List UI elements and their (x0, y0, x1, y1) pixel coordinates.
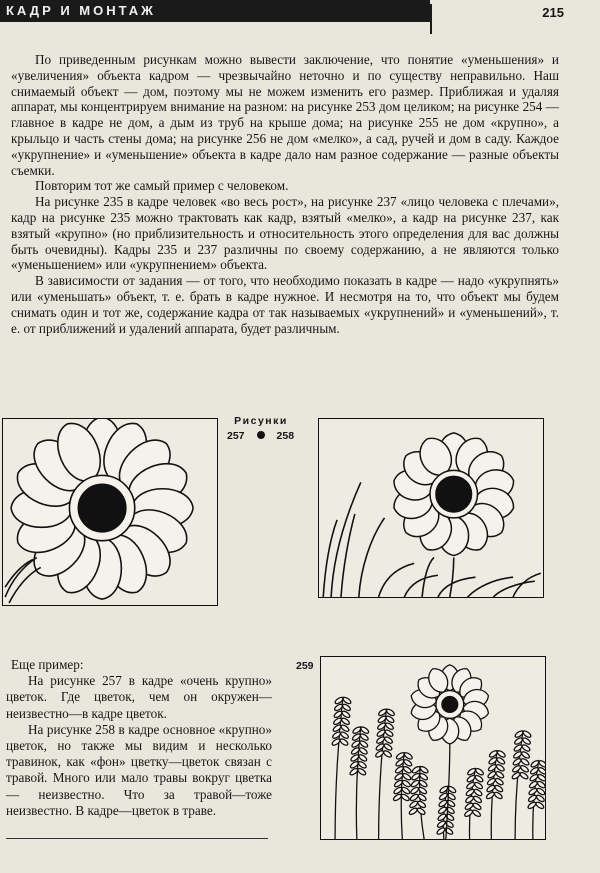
wheat-grain (438, 792, 448, 801)
caption-dot (257, 431, 265, 439)
wheat-grain (522, 737, 532, 746)
wheat-grain (436, 827, 446, 836)
left-column-text (6, 657, 272, 819)
wheat-grain (473, 795, 483, 804)
wheat-grain (375, 743, 385, 752)
wheat-grain (416, 807, 426, 816)
wheat-grain (519, 771, 529, 780)
wheat-grain (332, 731, 342, 740)
wheat-grain (538, 759, 545, 768)
wheat-grain (376, 729, 386, 738)
wheat-grain (528, 787, 538, 796)
wheat-grain (467, 767, 477, 776)
wheat-grain (486, 777, 496, 786)
wheat-grain (377, 722, 387, 731)
wheat-grain (386, 708, 396, 717)
wheat-grain (385, 722, 395, 731)
column-paragraph-1: На рисунке 257 в кадре «очень крупно» цветок. Где цветок, чем он окружен—неизвестно—в кадре цветок. (6, 673, 272, 721)
wheat-grain (485, 791, 495, 800)
wheat-grain (333, 717, 343, 726)
grass-blade (359, 518, 385, 597)
wheat-grain (437, 820, 447, 829)
figures-caption-numbers (227, 430, 305, 442)
wheat-grain (359, 733, 369, 742)
wheat-grain (417, 800, 427, 809)
wheat-grain (522, 730, 532, 739)
wheat-grain (402, 765, 412, 774)
wheat-grain (493, 791, 503, 800)
wheat-grain (527, 801, 537, 810)
flower-core (442, 697, 458, 713)
wheat-grain (410, 779, 420, 788)
wheat-grain (513, 744, 523, 753)
figure-258-number: 258 (276, 430, 295, 442)
figure-258 (318, 418, 544, 598)
wheat-grain (488, 757, 498, 766)
wheat-grain (537, 766, 545, 775)
wheat-grain (512, 764, 522, 773)
running-title: КАДР И МОНТАЖ (0, 0, 430, 22)
wheat-grain (511, 771, 521, 780)
wheat-grain (401, 786, 411, 795)
paragraph-4: В зависимости от задания — от того, что необходимо показать в кадре — надо «укрупнять» или «уменьшать» объект, т. е. брать в кадре нужное. И несмотря на то, что объект мы будем снимать один и тот же, содержание кадра от так называемых «укрупнений» и «уменьшений», т. е. от приближений и удалений аппарата, будет различным. (11, 273, 559, 336)
paragraph-2: Повторим тот же самый пример с человеком. (35, 178, 289, 194)
wheat-grain (438, 799, 448, 808)
wheat-grain (358, 747, 368, 756)
wheat-grain (359, 740, 369, 749)
grass-blade (341, 514, 355, 597)
wheat-grain (496, 750, 506, 759)
wheat-grain (487, 770, 497, 779)
wheat-grain (383, 750, 393, 759)
paragraph-3: На рисунке 235 в кадре человек «во весь рост», на рисунке 237 «лицо человека с плечами», кадр на рисунке 235 можно трактовать как кадр, взятый «мелко», а кадр на рисунке 237, как взятый «крупно» (но приблизительность и относительность этого определения для вас должны быть очевидны). Кадры 235 и 237 различны по своему содержанию, а не являются только «уменьшением» или «укрупнением» объекта. (11, 194, 559, 273)
grass-blade (379, 563, 415, 597)
wheat-grain (342, 703, 352, 712)
flower-stem (450, 557, 454, 597)
column-paragraph-2: На рисунке 258 в кадре основное «крупно» цветок, но также мы видим и несколько травинок, как «фон» цветку—цветок связан с травой. Много или мало травы вокруг цветка — неизвестно. Что за травой—тоже неизвестно. В кадре—цветок в траве. (6, 721, 272, 818)
figures-caption-title: Рисунки (234, 415, 288, 427)
figure-259 (320, 656, 546, 840)
wheat-grain (403, 759, 413, 768)
wheat-grain (512, 758, 522, 767)
flower-core (436, 476, 472, 512)
wheat-grain (466, 774, 476, 783)
wheat-grain (514, 737, 524, 746)
wheat-grain (402, 772, 412, 781)
page-number: 215 (542, 5, 564, 20)
wheat-grain (437, 813, 447, 822)
wheat-grain (464, 809, 474, 818)
wheat-grain (360, 726, 370, 735)
grass-blade (331, 482, 361, 597)
wheat-grain (340, 724, 350, 733)
flower-with-grass-illustration (319, 419, 543, 597)
wheat-grain (408, 807, 418, 816)
wheat-grain (331, 738, 341, 747)
wheat-grain (438, 806, 448, 815)
wheat-grain (444, 820, 454, 829)
wheat-grain (342, 696, 352, 705)
main-text (11, 52, 559, 336)
wheat-grain (474, 781, 484, 790)
paragraph-1: По приведенным рисункам можно вывести заключение, что понятие «уменьшения» и «увеличения» объекта кадром — чрезвычайно неточно и по существу неправильно. Наш снимаемый объект — дом, поэтому мы не можем изменить его размер. Приближая и удаляя аппарат, мы концентрируем внимание на разном: на рисунке 253 дом целиком; на рисунке 254 — главное в кадре не дом, а дым из труб на крыше дома; на рисунке 255 не дом «крупно», а крыльцо и часть стены дома; на рисунке 256 не дом «мелко», а сад, ручей и дом в саду. Каждое «укрупнение» и «уменьшение» объекта в кадре дало нам разное содержание — разные объекты съемки. (11, 52, 559, 178)
wheat-grain (465, 788, 475, 797)
wheat-grain (520, 758, 530, 767)
wheat-grain (464, 802, 474, 811)
wheat-grain (385, 715, 395, 724)
wheat-grain (513, 751, 523, 760)
wheat-grain (494, 784, 504, 793)
figure-257-number: 257 (227, 430, 245, 442)
wheat-grain (494, 777, 504, 786)
figure-257 (2, 418, 218, 606)
wheat-grain (474, 774, 484, 783)
wheat-grain (340, 731, 350, 740)
wheat-grain (529, 773, 539, 782)
wheat-grain (341, 710, 351, 719)
wheat-grain (473, 788, 483, 797)
wheat-grain (475, 767, 485, 776)
wheat-grain (465, 795, 475, 804)
wheat-grain (520, 764, 530, 773)
column-lead: Еще пример: (11, 657, 84, 672)
grass-blade (468, 577, 513, 597)
wheat-grain (417, 793, 427, 802)
wheat-grain (357, 767, 367, 776)
wheat-grain (376, 736, 386, 745)
wheat-grain (535, 801, 545, 810)
wheat-grain (466, 781, 476, 790)
flower-closeup-illustration (3, 419, 217, 605)
wheat-grain (472, 809, 482, 818)
wheat-grain (339, 738, 349, 747)
flower-in-wheat-illustration (321, 657, 545, 839)
wheat-grain (529, 766, 539, 775)
wheat-grain (529, 780, 539, 789)
wheat-grain (495, 770, 505, 779)
wheat-grain (375, 750, 385, 759)
wheat-grain (383, 743, 393, 752)
wheat-grain (439, 785, 449, 794)
wheat-grain (472, 802, 482, 811)
wheat-grain (486, 784, 496, 793)
wheat-grain (410, 786, 420, 795)
wheat-grain (537, 773, 545, 782)
header-divider (430, 4, 432, 34)
wheat-grain (332, 724, 342, 733)
wheat-grain (444, 827, 454, 836)
flower-core (78, 484, 125, 531)
grass-blade (323, 520, 337, 597)
wheat-grain (496, 757, 506, 766)
wheat-grain (384, 729, 394, 738)
wheat-grain (521, 751, 531, 760)
wheat-grain (419, 765, 429, 774)
wheat-grain (358, 754, 368, 763)
wheat-grain (403, 752, 413, 761)
wheat-grain (357, 760, 367, 769)
wheat-grain (341, 717, 351, 726)
wheat-grain (487, 763, 497, 772)
wheat-grain (495, 763, 505, 772)
wheat-grain (409, 793, 419, 802)
grass-blade (404, 575, 438, 597)
wheat-grain (409, 800, 419, 809)
wheat-grain (401, 779, 411, 788)
wheat-grain (521, 744, 531, 753)
figure-259-number: 259 (296, 660, 314, 672)
wheat-grain (528, 794, 538, 803)
column-bottom-rule (6, 838, 268, 839)
wheat-grain (384, 736, 394, 745)
